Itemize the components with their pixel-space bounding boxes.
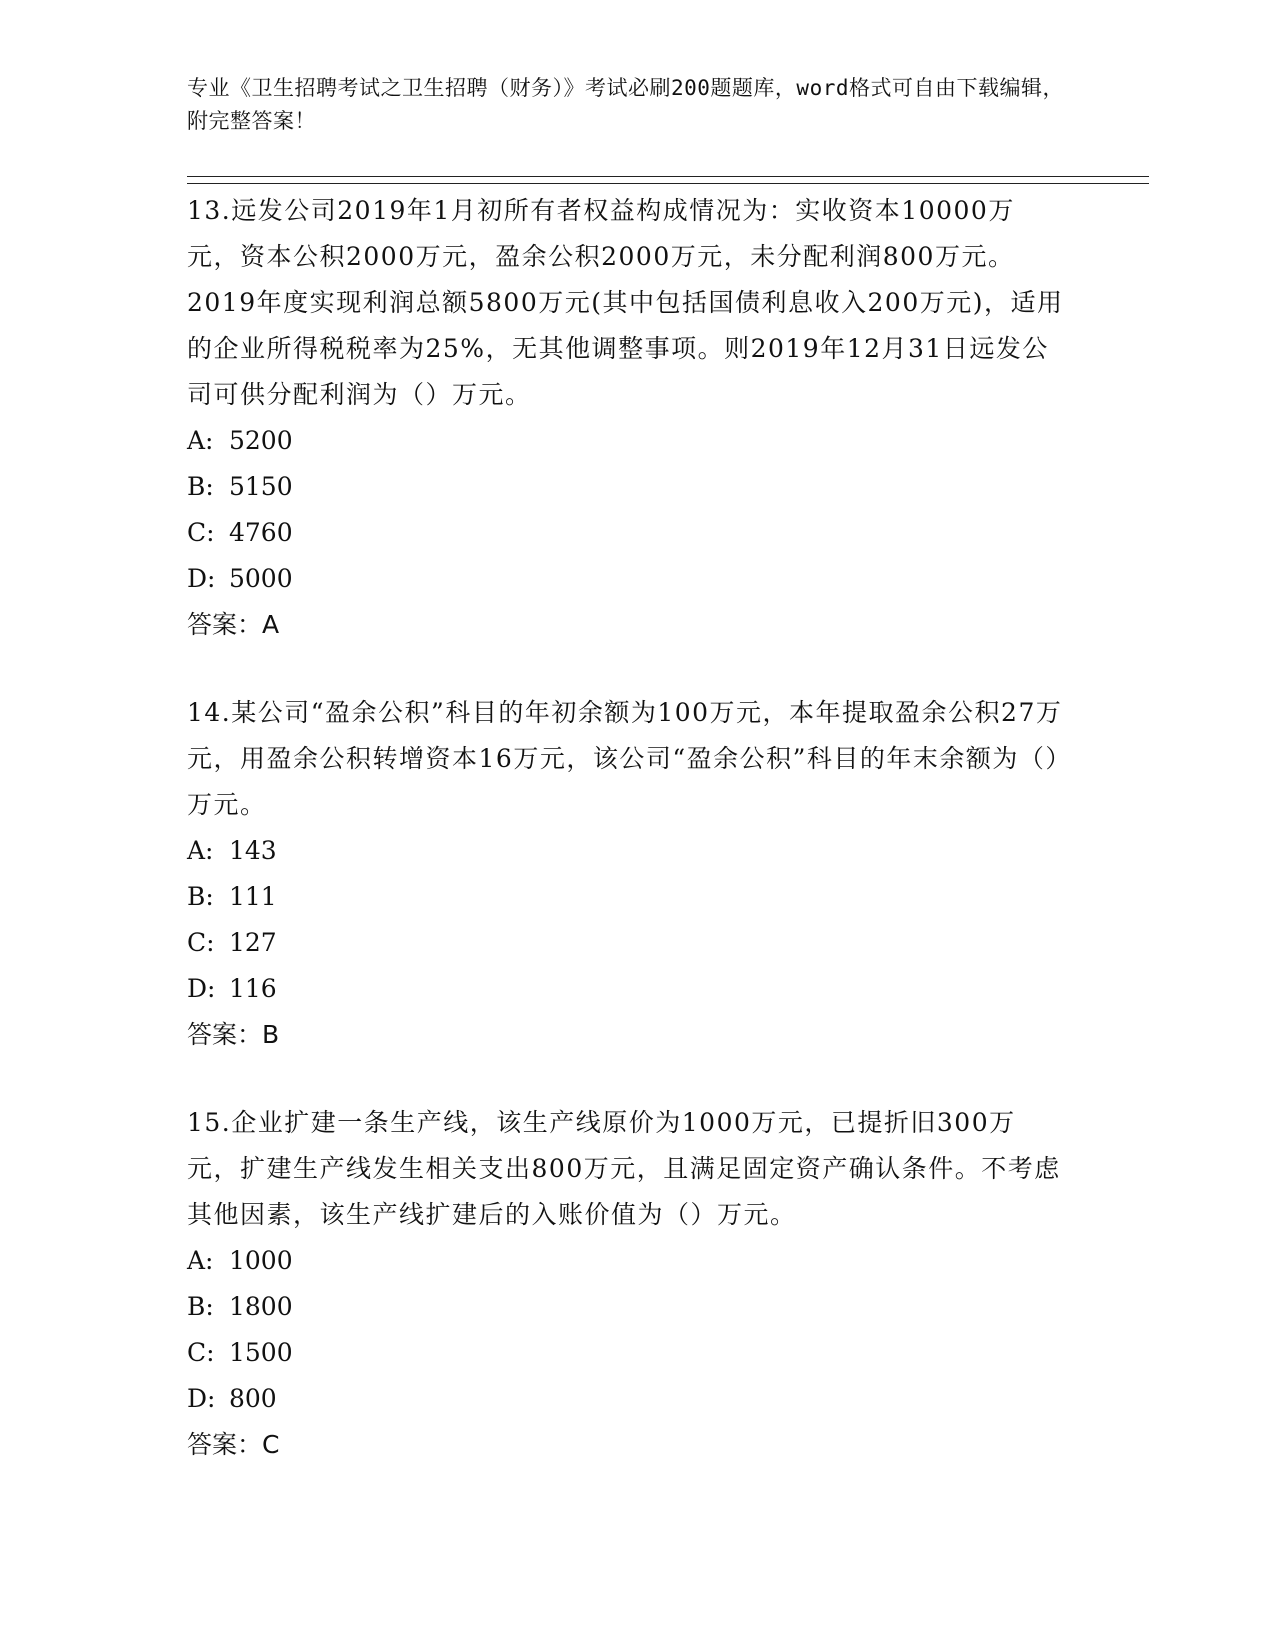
option-value: 143: [229, 836, 277, 865]
option-d: [187, 1376, 1067, 1422]
option-d: [187, 556, 1067, 602]
option-c: [187, 510, 1067, 556]
option-d: [187, 966, 1067, 1012]
option-label: D:: [187, 564, 216, 593]
option-value: 1800: [229, 1292, 293, 1321]
option-label: B:: [187, 1292, 214, 1321]
option-value: 5200: [229, 426, 293, 455]
option-c: [187, 1330, 1067, 1376]
option-value: 1500: [229, 1338, 293, 1367]
option-label: D:: [187, 1384, 216, 1413]
option-value: 127: [229, 928, 277, 957]
option-label: D:: [187, 974, 216, 1003]
question-14: [187, 690, 1067, 1058]
answer-line: 答案：C: [187, 1430, 280, 1459]
header-divider-bottom: [187, 183, 1149, 184]
option-value: 800: [229, 1384, 277, 1413]
option-value: 1000: [229, 1246, 293, 1275]
option-label: B:: [187, 472, 214, 501]
option-label: C:: [187, 518, 215, 547]
answer-line: 答案：B: [187, 1020, 280, 1049]
option-label: C:: [187, 928, 215, 957]
option-label: A:: [187, 426, 214, 455]
header-divider-top: [187, 176, 1149, 177]
option-b: [187, 464, 1067, 510]
option-value: 116: [229, 974, 277, 1003]
option-value: 4760: [229, 518, 293, 547]
question-stem: 15.企业扩建一条生产线，该生产线原价为1000万元，已提折旧300万元，扩建生产线发生相关支出800万元，且满足固定资产确认条件。不考虑其他因素，该生产线扩建后的入账价值为（）万元。: [187, 1108, 1061, 1229]
question-stem: 13.远发公司2019年1月初所有者权益构成情况为：实收资本10000万元，资本公积2000万元，盈余公积2000万元，未分配利润800万元。2019年度实现利润总额5800万元(其中包括国债利息收入200万元)，适用的企业所得税税率为25%，无其他调整事项。则2019年12月31日远发公司可供分配利润为（）万元。: [187, 196, 1064, 409]
option-label: A:: [187, 836, 214, 865]
option-a: [187, 418, 1067, 464]
option-value: 5000: [229, 564, 293, 593]
question-15: [187, 1100, 1067, 1468]
option-label: A:: [187, 1246, 214, 1275]
option-label: C:: [187, 1338, 215, 1367]
option-b: [187, 874, 1067, 920]
option-a: [187, 1238, 1067, 1284]
question-13: [187, 188, 1067, 648]
option-label: B:: [187, 882, 214, 911]
option-value: 111: [229, 882, 277, 911]
option-c: [187, 920, 1067, 966]
option-a: [187, 828, 1067, 874]
question-stem: 14.某公司“盈余公积”科目的年初余额为100万元，本年提取盈余公积27万元，用盈余公积转增资本16万元，该公司“盈余公积”科目的年末余额为（）万元。: [187, 698, 1063, 819]
option-value: 5150: [229, 472, 293, 501]
document-header: 专业《卫生招聘考试之卫生招聘（财务）》考试必刷200题题库，word格式可自由下载编辑，附完整答案！: [187, 76, 1064, 133]
option-b: [187, 1284, 1067, 1330]
answer-line: 答案：A: [187, 610, 280, 639]
